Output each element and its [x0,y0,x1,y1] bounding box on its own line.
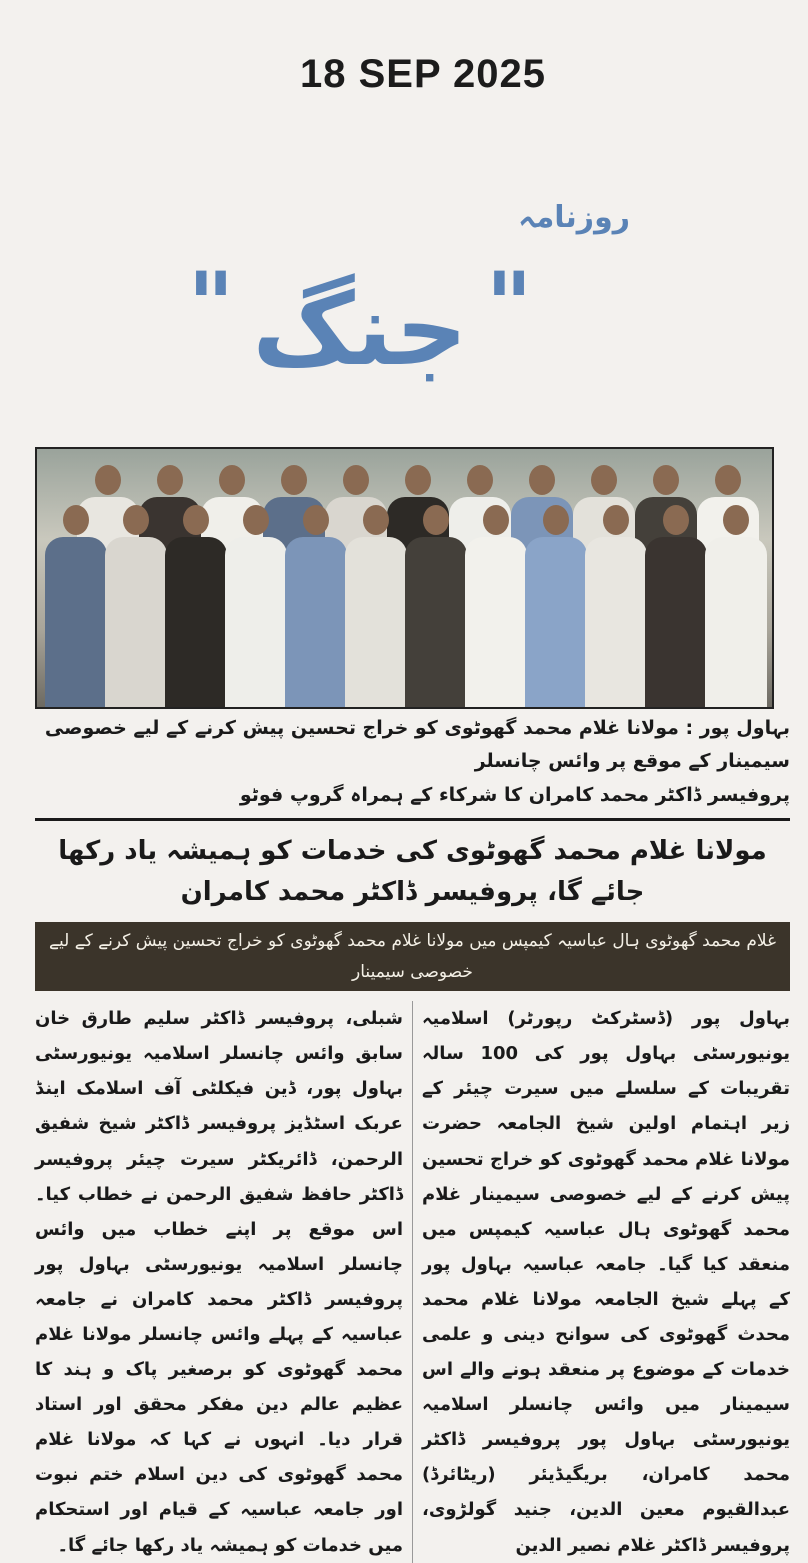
article-line: ہال عباسیہ کیمپس میں منعقد کیا گیا۔ جامعہ عباسیہ [422,1218,790,1275]
article-line: شبلی، پروفیسر ڈاکٹر سلیم طارق خان سابق وائس [35,1008,403,1065]
column-divider [412,1001,413,1563]
article-line: گھوٹوی کی سوانح دینی و علمی خدمات کے موضوع [422,1323,790,1381]
masthead-quote-left: " [187,252,235,358]
article-right-column [422,1001,790,1563]
person-figure [285,505,347,707]
clipping-date: 18 SEP 2025 [300,52,547,96]
person-figure [165,505,227,707]
person-figure [705,505,767,707]
article-line: حافظ شفیق الرحمن نے خطاب کیا۔ اس موقع پر اپنے [35,1183,403,1240]
person-figure [345,505,407,707]
headline: مولانا غلام محمد گھوٹوی کی خدمات کو ہمیشہ یاد رکھا جائے گا، پروفیسر ڈاکٹر محمد کامران [58,835,767,908]
article-line: الدین، جنید گولڑوی، پروفیسر ڈاکٹر غلام نصیر الدین [422,1499,790,1556]
article-line: شفیق الرحمن، ڈائریکٹر سیرت چیئر پروفیسر ڈاکٹر [35,1113,403,1205]
person-figure [585,505,647,707]
article-line: پر منعقد ہونے والے اس سیمینار میں وائس چانسلر [422,1359,790,1416]
masthead-quote-right: " [485,252,533,358]
photo-caption-line-2: پروفیسر ڈاکٹر محمد کامران کا شرکاء کے ہمراہ گروپ فوٹو [239,783,790,806]
article-line: پیش کرنے کے لیے خصوصی سیمینار غلام محمد گھوٹوی [422,1183,790,1240]
caption-divider [35,818,790,821]
masthead-title-row [150,252,570,400]
masthead-prefix: روزنامہ [518,200,630,235]
article-line: الجامعہ حضرت مولانا غلام محمد گھوٹوی کو خراج تحسین [422,1113,790,1170]
article-line: بہاول پور (ڈسٹرکٹ رپورٹر) اسلامیہ [422,1008,790,1030]
group-photo [35,447,774,709]
article-columns [35,1001,790,1563]
article-line: اسلامیہ یونیورسٹی بہاول پور پروفیسر ڈاکٹر محمد [422,1394,790,1486]
newspaper-masthead [150,190,630,430]
article-line: دیا۔ انہوں نے کہا کہ مولانا غلام محمد گھوٹوی کی دین [35,1429,403,1486]
article-line: پور پروفیسر ڈاکٹر محمد کامران نے جامعہ عباسیہ کے [35,1253,403,1345]
article-block [35,712,790,1563]
subheadline: غلام محمد گھوٹوی ہال عباسیہ کیمپس میں مولانا غلام محمد گھوٹوی کو خراج تحسین پیش کرنے کے لیے خصوصی سیمینار [49,930,776,982]
person-figure [645,505,707,707]
person-figure [465,505,527,707]
article-line: پہلے وائس چانسلر مولانا غلام محمد گھوٹوی کو برصغیر [35,1323,403,1381]
person-figure [105,505,167,707]
article-line: پاک و ہند کا عظیم عالم دین مفکر محقق اور استاد قرار [35,1359,403,1451]
article-line: بہاول پور کے پہلے شیخ الجامعہ مولانا غلام محمد محدث [422,1253,790,1345]
person-figure [405,505,467,707]
article-line: آف اسلامک اینڈ عربک اسٹڈیز پروفیسر ڈاکٹر شیخ [35,1078,403,1135]
article-line: خطاب میں وائس چانسلر اسلامیہ یونیورسٹی بہاول [35,1218,403,1275]
photo-caption-line-1: بہاول پور : مولانا غلام محمد گھوٹوی کو خراج تحسین پیش کرنے کے لیے خصوصی سیمینار کے موقع پر وائس چانسلر [44,717,790,773]
article-line: اسلام ختم نبوت اور جامعہ عباسیہ کے قیام اور [35,1464,403,1521]
article-line: سلسلے میں سیرت چیئر کے زیر اہتمام اولین شیخ [422,1078,790,1135]
article-line: چانسلر اسلامیہ یونیورسٹی بہاول پور، ڈین فیکلٹی [35,1043,403,1100]
article-line: یونیورسٹی بہاول پور کی 100 سالہ تقریبات کے [422,1043,790,1100]
subheadline-bar [35,922,790,991]
person-figure [525,505,587,707]
person-figure [225,505,287,707]
article-left-column [35,1001,403,1563]
masthead-name: جنگ [252,271,468,388]
article-line: استحکام میں خدمات کو ہمیشہ یاد رکھا جائے گا۔ [35,1499,403,1556]
article-line: کامران، بریگیڈیئر (ریٹائرڈ) عبدالقیوم معین [422,1464,790,1521]
person-figure [45,505,107,707]
